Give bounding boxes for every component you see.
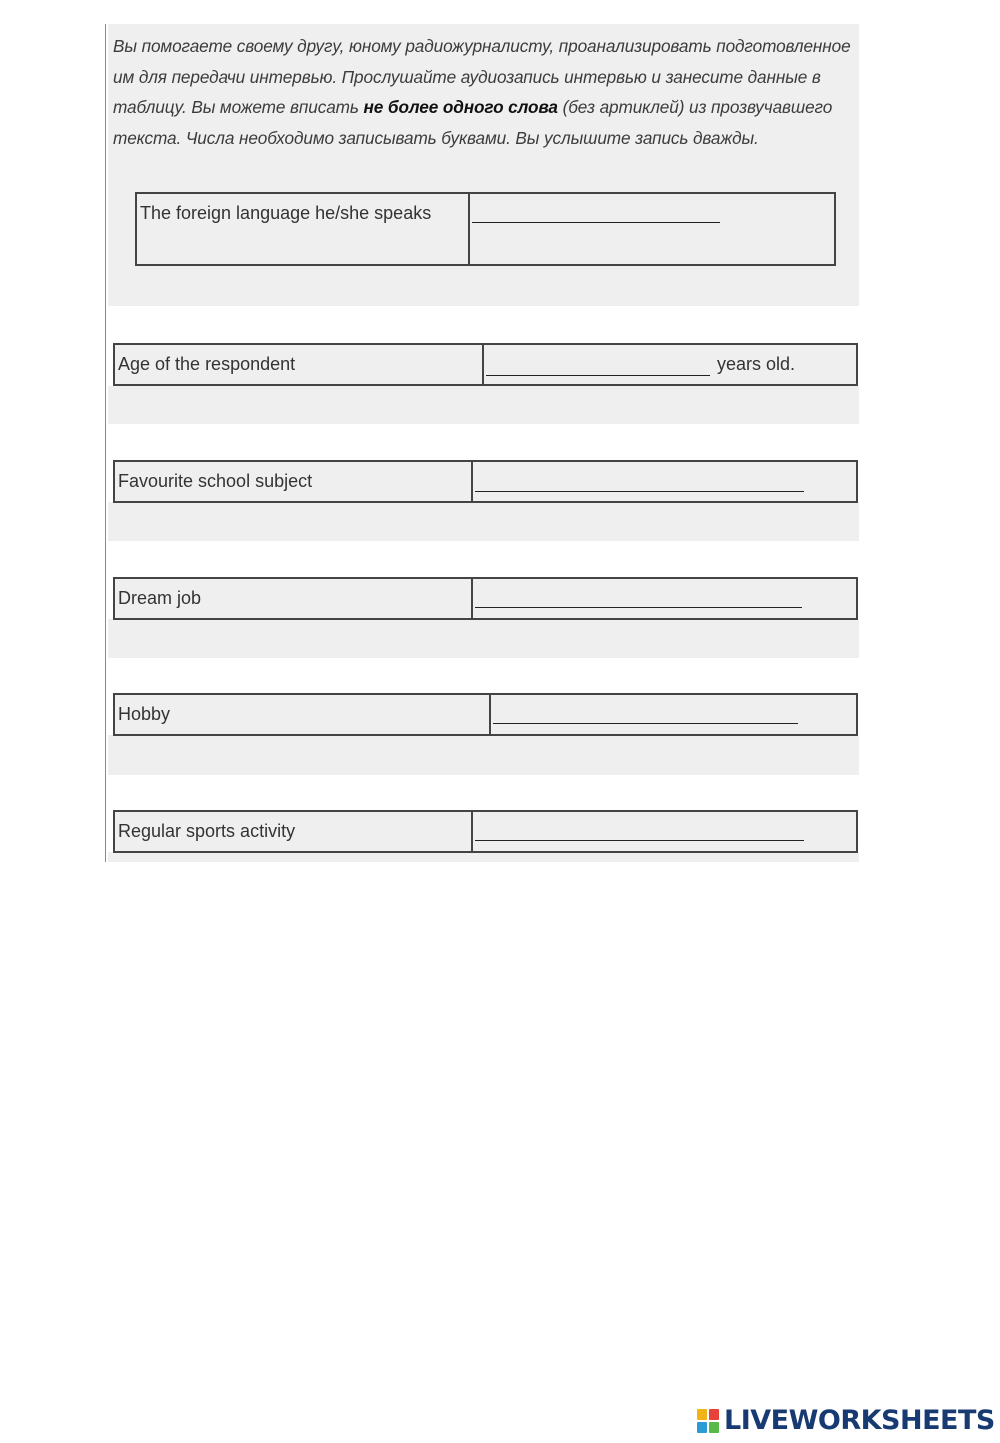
- answer-blank[interactable]: [493, 723, 798, 724]
- liveworksheets-logo-icon: [697, 1409, 719, 1433]
- gray-band: [108, 735, 859, 775]
- answer-blank[interactable]: [475, 607, 802, 608]
- gray-band: [108, 619, 859, 658]
- table-row-sports: [113, 810, 858, 853]
- task-instructions: Вы помогаете своему другу, юному радиожурналисту, проанализировать подготовленное им для передачи интервью. Прослушайте аудиозапись интервью и занесите данные в таблицу. Вы можете вписать не более одного слова (без артиклей) из прозвучавшего текста. Числа необходимо записывать буквами. Вы услышите запись дважды.: [113, 36, 851, 148]
- answer-blank[interactable]: [475, 491, 804, 492]
- answer-cell[interactable]: [491, 695, 856, 734]
- table-row-hobby: [113, 693, 858, 736]
- row-label: Regular sports activity: [115, 812, 473, 851]
- row-label: Age of the respondent: [115, 345, 484, 384]
- answer-cell[interactable]: [484, 345, 856, 384]
- answer-cell[interactable]: [473, 812, 856, 851]
- left-rule: [105, 24, 106, 862]
- years-old-suffix: years old.: [717, 354, 796, 374]
- gray-band: [108, 502, 859, 541]
- row-label: The foreign language he/she speaks: [137, 194, 470, 264]
- table-row-age: [113, 343, 858, 386]
- row-label: Favourite school subject: [115, 462, 473, 501]
- liveworksheets-logo: [697, 1405, 995, 1436]
- table-row-school-subject: [113, 460, 858, 503]
- instructions-emphasis: не более одного слова: [363, 97, 558, 117]
- answer-cell[interactable]: [470, 194, 834, 264]
- gray-band: [108, 852, 859, 862]
- row-label: Dream job: [115, 579, 473, 618]
- row-label: Hobby: [115, 695, 491, 734]
- table-row-dream-job: [113, 577, 858, 620]
- brand-name: LIVEWORKSHEETS: [724, 1405, 995, 1436]
- answer-cell[interactable]: [473, 462, 856, 501]
- gray-band: [108, 386, 859, 424]
- table-row-foreign-language: [135, 192, 836, 266]
- answer-blank[interactable]: [472, 222, 720, 223]
- answer-blank[interactable]: [475, 840, 804, 841]
- answer-blank[interactable]: [486, 375, 710, 376]
- answer-cell[interactable]: [473, 579, 856, 618]
